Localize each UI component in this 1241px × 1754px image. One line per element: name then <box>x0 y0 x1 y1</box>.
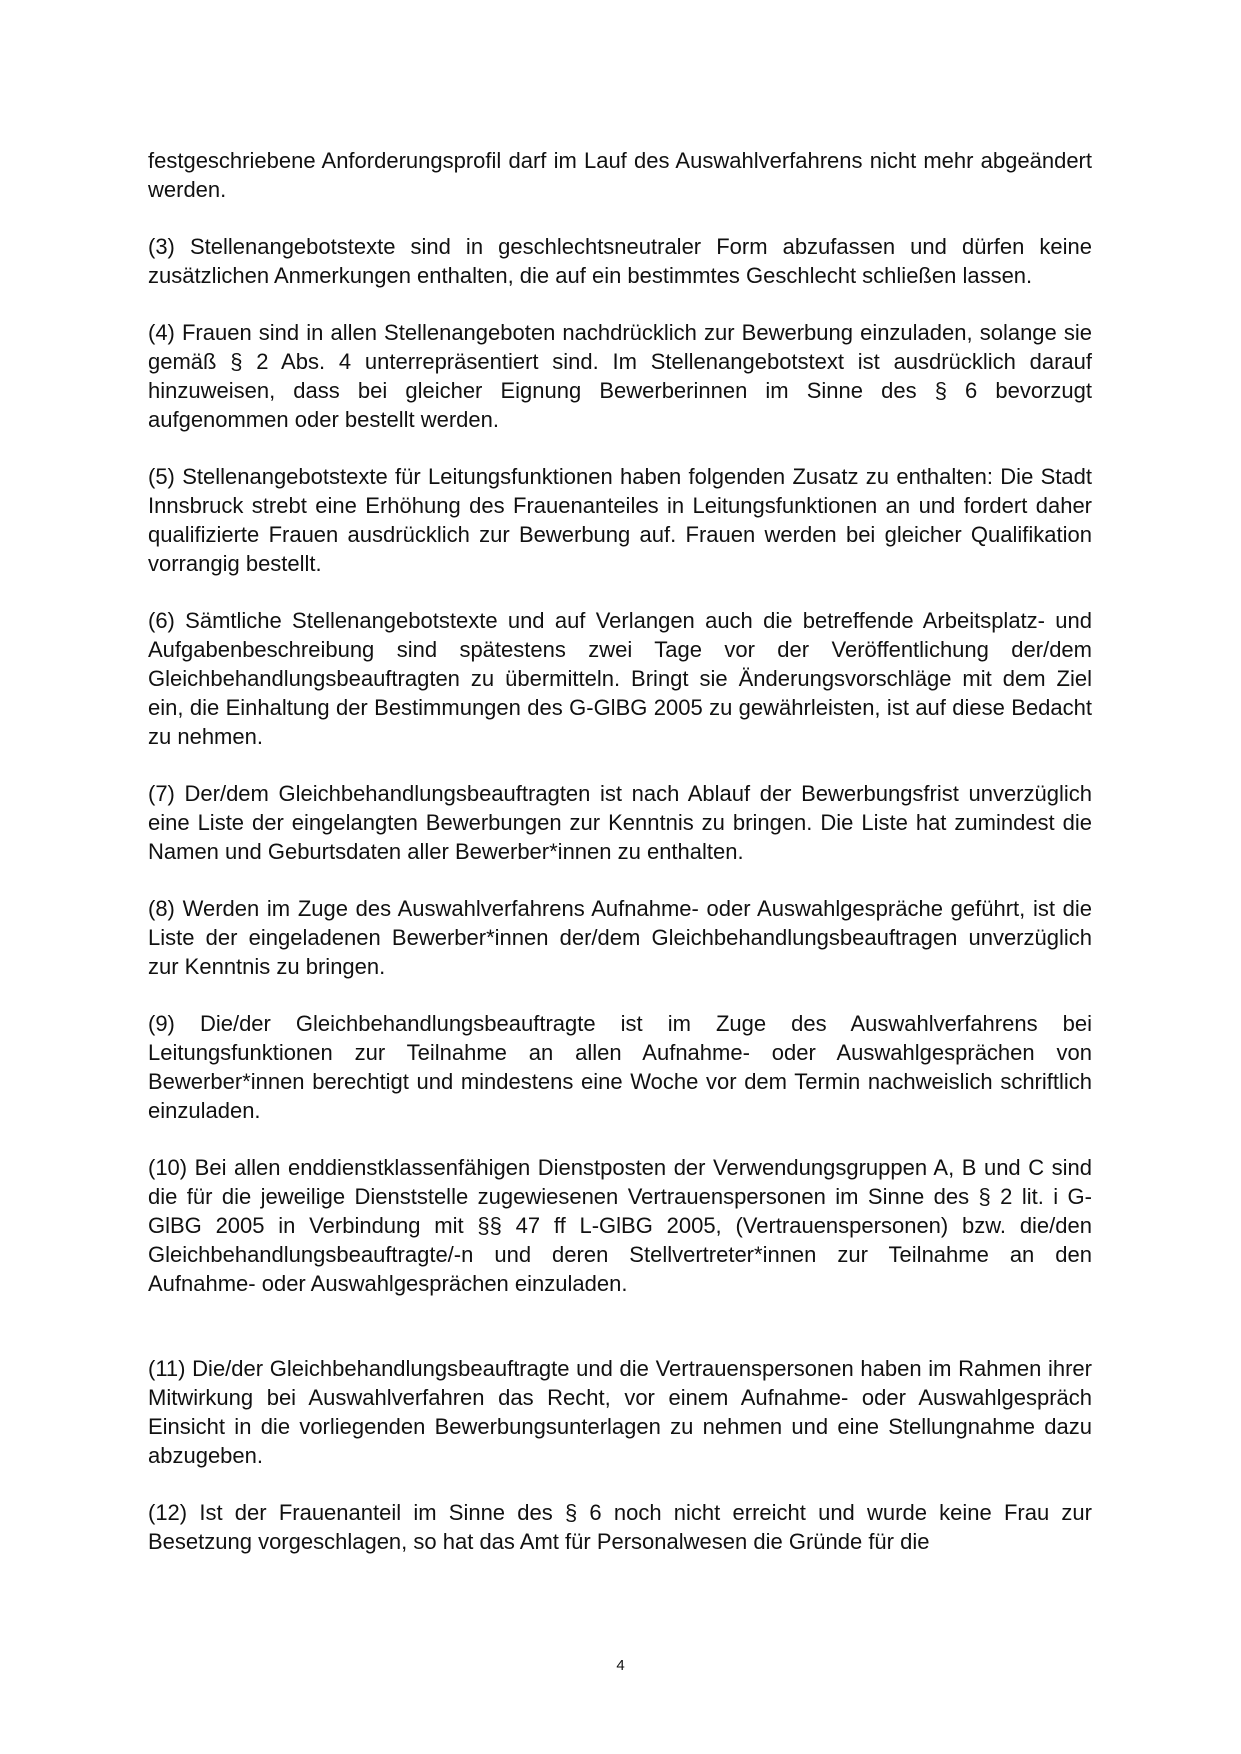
paragraph-continuation: festgeschriebene Anforderungsprofil darf im Lauf des Auswahlverfahrens nicht mehr abgeändert werden. <box>148 148 1092 202</box>
paragraph-11: (11) Die/der Gleichbehandlungsbeauftragte und die Vertrauenspersonen haben im Rahmen ihrer Mitwirkung bei Auswahlverfahren das Recht, vor einem Aufnahme- oder Auswahlgespräch Einsicht in die vorliegenden Bewerbungsunterlagen zu nehmen und eine Stellungnahme dazu abzugeben. <box>148 1356 1092 1468</box>
page-number: 4 <box>616 1657 625 1674</box>
paragraph-4: (4) Frauen sind in allen Stellenangeboten nachdrücklich zur Bewerbung einzuladen, solange sie gemäß § 2 Abs. 4 unterrepräsentiert sind. Im Stellenangebotstext ist ausdrücklich darauf hinzuweisen, dass bei gleicher Eignung Bewerberinnen im Sinne des § 6 bevorzugt aufgenommen oder bestellt werden. <box>148 320 1092 432</box>
paragraph-9: (9) Die/der Gleichbehandlungsbeauftragte ist im Zuge des Auswahlverfahrens bei Leitungsfunktionen zur Teilnahme an allen Aufnahme- oder Auswahlgesprächen von Bewerber*innen berechtigt und mindestens eine Woche vor dem Termin nachweislich schriftlich einzuladen. <box>148 1011 1092 1123</box>
paragraph-6: (6) Sämtliche Stellenangebotstexte und auf Verlangen auch die betreffende Arbeitsplatz- und Aufgabenbeschreibung sind spätestens zwei Tage vor der Veröffentlichung der/dem Gleichbehandlungsbeauftragten zu übermitteln. Bringt sie Änderungsvorschläge mit dem Ziel ein, die Einhaltung der Bestimmungen des G-GlBG 2005 zu gewährleisten, ist auf diese Bedacht zu nehmen. <box>148 608 1092 749</box>
paragraph-5: (5) Stellenangebotstexte für Leitungsfunktionen haben folgenden Zusatz zu enthalten: Die Stadt Innsbruck strebt eine Erhöhung des Frauenanteiles in Leitungsfunktionen an und fordert daher qualifizierte Frauen ausdrücklich zur Bewerbung auf. Frauen werden bei gleicher Qualifikation vorrangig bestellt. <box>148 464 1092 576</box>
paragraph-7: (7) Der/dem Gleichbehandlungsbeauftragten ist nach Ablauf der Bewerbungsfrist unverzüglich eine Liste der eingelangten Bewerbungen zur Kenntnis zu bringen. Die Liste hat zumindest die Namen und Geburtsdaten aller Bewerber*innen zu enthalten. <box>148 781 1092 864</box>
paragraph-12: (12) Ist der Frauenanteil im Sinne des § 6 noch nicht erreicht und wurde keine Frau zur Besetzung vorgeschlagen, so hat das Amt für Personalwesen die Gründe für die <box>148 1500 1092 1554</box>
paragraph-8: (8) Werden im Zuge des Auswahlverfahrens Aufnahme- oder Auswahlgespräche geführt, ist die Liste der eingeladenen Bewerber*innen der/dem Gleichbehandlungsbeauftragen unverzüglich zur Kenntnis zu bringen. <box>148 896 1092 979</box>
paragraph-10: (10) Bei allen enddienstklassenfähigen Dienstposten der Verwendungsgruppen A, B und C sind die für die jeweilige Dienststelle zugewiesenen Vertrauenspersonen im Sinne des § 2 lit. i G-GlBG 2005 in Verbindung mit §§ 47 ff L-GlBG 2005, (Vertrauenspersonen) bzw. die/den Gleichbehandlungsbeauftragte/-n und deren Stellvertreter*innen zur Teilnahme an den Aufnahme- oder Auswahlgesprächen einzuladen. <box>148 1155 1092 1296</box>
paragraph-3: (3) Stellenangebotstexte sind in geschlechtsneutraler Form abzufassen und dürfen keine zusätzlichen Anmerkungen enthalten, die auf ein bestimmtes Geschlecht schließen lassen. <box>148 234 1092 288</box>
document-body <box>148 146 1092 1584</box>
